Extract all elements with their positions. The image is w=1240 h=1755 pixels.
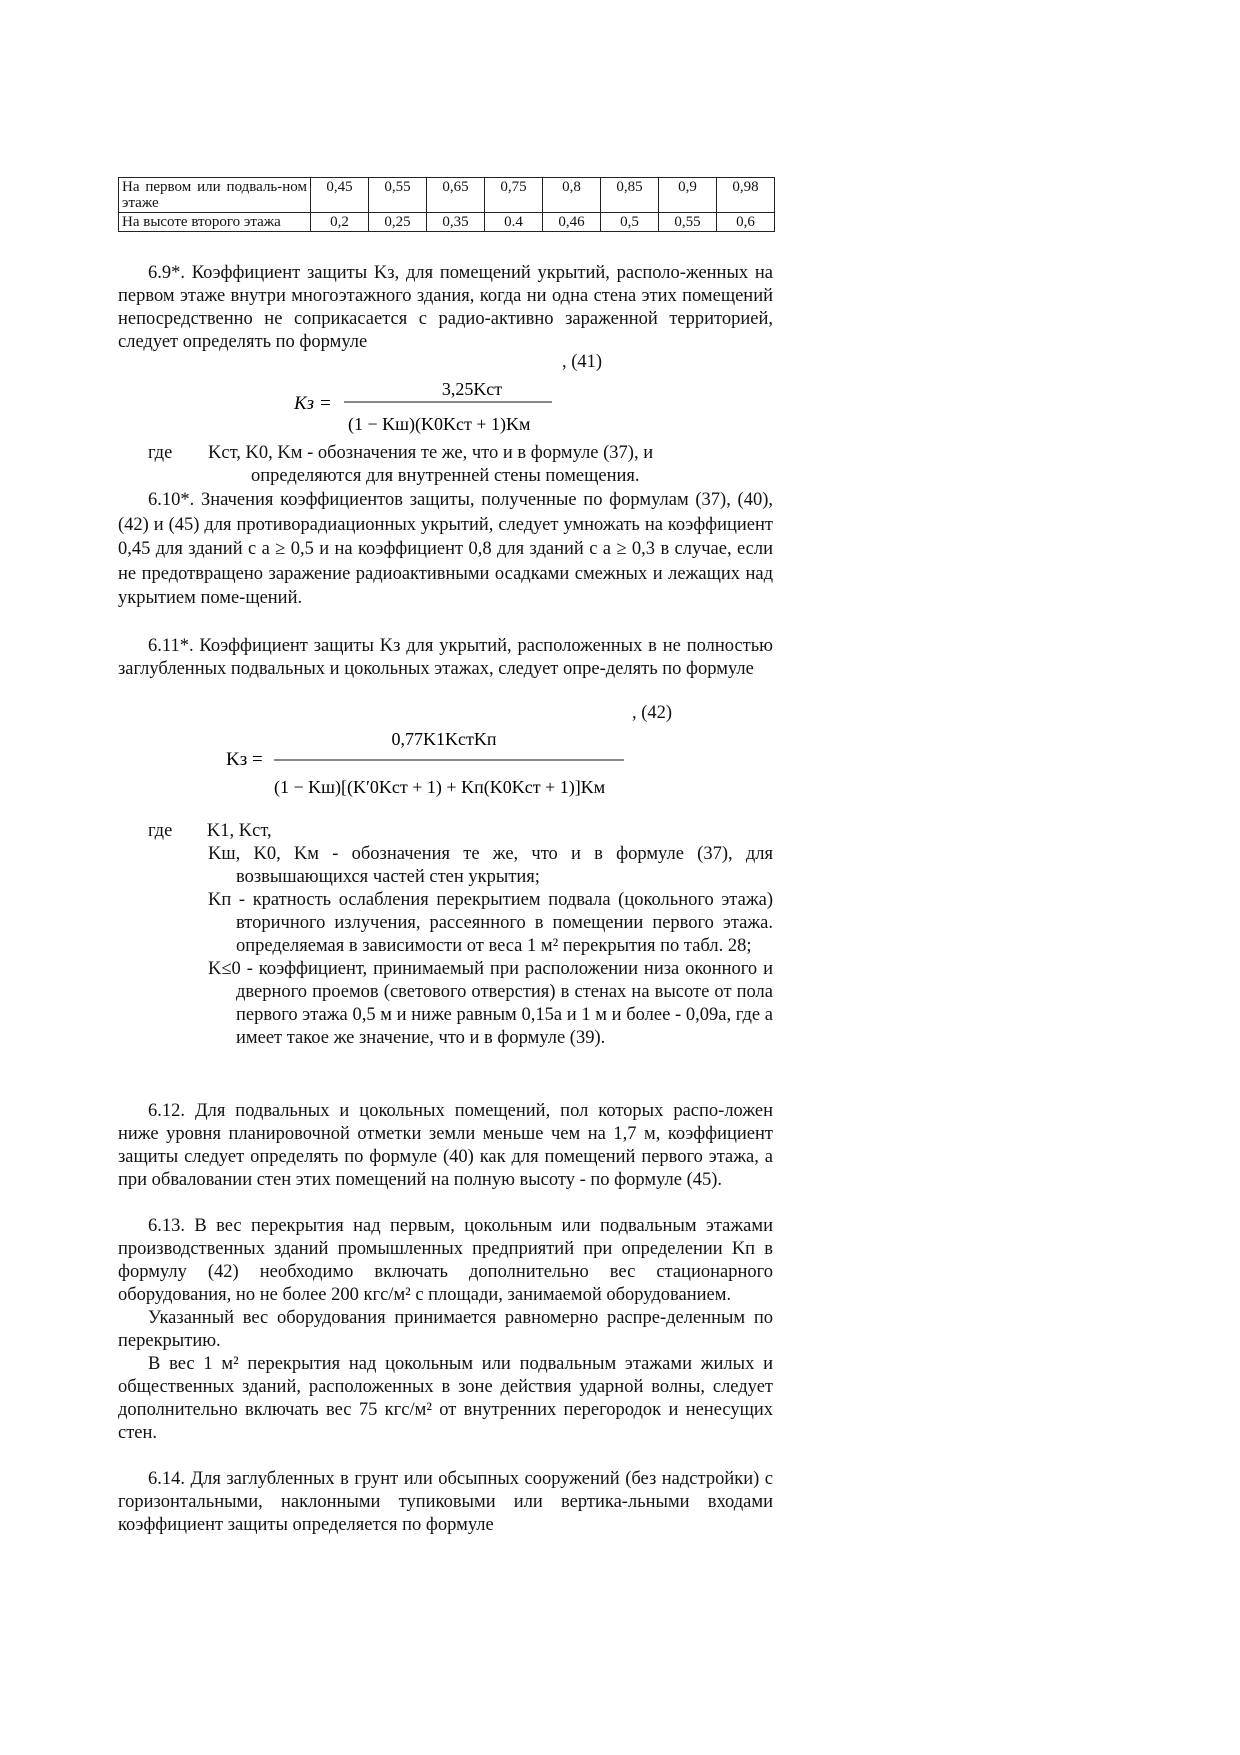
formula-42 xyxy=(222,725,632,815)
formula-denominator: (1 − Kш)[(K′0Kст + 1) + Kп(K0Kст + 1)]Kм xyxy=(274,777,606,797)
table-cell: 0,85 xyxy=(601,178,659,213)
where-block-42: где K1, Kст, xyxy=(148,821,272,841)
formula-lhs: Kз = xyxy=(226,749,263,770)
formula-lhs: Kз = xyxy=(294,393,332,414)
definition-k0: K≤0 - коэффициент, принимаемый при расположении низа оконного и дверного проемов (светового отверстия) в стенах на высоте от пола первого этажа 0,5 м и ниже равным 0,15a и 1 м и более - 0,09a, где a имеет такое же значение, что и в формуле (39). xyxy=(208,959,773,1048)
coefficient-table xyxy=(118,177,775,232)
table-cell: 0,46 xyxy=(543,213,601,232)
definition-list xyxy=(118,843,773,1050)
formula-41 xyxy=(290,375,570,445)
table-row xyxy=(119,213,775,232)
table-cell: 0,5 xyxy=(601,213,659,232)
where-block-41: где Kст, K0, Kм - обозначения те же, что и в формуле (37), и определяются для внутренней стены помещения. xyxy=(148,443,654,486)
paragraph-6-13: 6.13. В вес перекрытия над первым, цокольным или подвальным этажами производственных зданий промышленных предприятий при определении Kп в формулу (42) необходимо включать дополнительно вес стационарного оборудования, но не более 200 кгс/м² с площади, занимаемой оборудованием. Указанный вес оборудования принимается равномерно распре-деленным по перекрытию. В вес 1 м² перекрытия над цокольным или подвальным этажами жилых и общественных зданий, расположенных в зоне действия ударной волны, следует дополнительно включать вес 75 кгс/м² от внутренних перегородок и ненесущих стен. xyxy=(118,1216,773,1443)
paragraph-6-12: 6.12. Для подвальных и цокольных помещений, пол которых распо-ложен ниже уровня планировочной отметки земли меньше чем на 1,7 м, коэффициент защиты следует определять по формуле (40) как для помещений первого этажа, а при обваловании стен этих помещений на полную высоту - по формуле (45). xyxy=(118,1101,773,1190)
row-label: На первом или подваль-ном этаже xyxy=(119,178,311,213)
definition-kw: Kш, K0, Kм - обозначения те же, что и в формуле (37), для возвышающихся частей стен укрытия; xyxy=(208,844,773,887)
table-cell: 0,55 xyxy=(369,178,427,213)
equation-number-42: , (42) xyxy=(632,703,673,723)
table-cell: 0,8 xyxy=(543,178,601,213)
table-cell: 0,75 xyxy=(485,178,543,213)
table-cell: 0,65 xyxy=(427,178,485,213)
paragraph-6-10: 6.10*. Значения коэффициентов защиты, полученные по формулам (37), (40), (42) и (45) для противорадиационных укрытий, следует умножать на коэффициент 0,45 для зданий с a ≥ 0,5 и на коэффициент 0,8 для зданий с a ≥ 0,3 в случае, если не предотвращено заражение радиоактивными осадками смежных и лежащих над укрытием поме-щений. xyxy=(118,490,773,608)
table-cell: 0,45 xyxy=(311,178,369,213)
formula-denominator: (1 − Kш)(K0Kст + 1)Kм xyxy=(348,414,531,434)
table-cell: 0,55 xyxy=(659,213,717,232)
table-cell: 0.4 xyxy=(485,213,543,232)
paragraph-6-14: 6.14. Для заглубленных в грунт или обсыпных сооружений (без надстройки) с горизонтальными, наклонными тупиковыми или вертика-льными входами коэффициент защиты определяется по формуле xyxy=(118,1469,773,1535)
table-cell: 0,98 xyxy=(717,178,775,213)
paragraph-6-11: 6.11*. Коэффициент защиты Kз для укрытий, расположенных в не полностью заглубленных подвальных и цокольных этажах, следует опре-делять по формуле xyxy=(118,636,773,679)
definition-kp: Kп - кратность ослабления перекрытием подвала (цокольного этажа) вторичного излучения, рассеянного в помещении первого этажа. определяемая в зависимости от веса 1 м² перекрытия по табл. 28; xyxy=(208,890,773,956)
formula-numerator: 3,25Kст xyxy=(441,379,503,399)
table-cell: 0,6 xyxy=(717,213,775,232)
row-label: На высоте второго этажа xyxy=(119,213,311,232)
paragraph-6-9: 6.9*. Коэффициент защиты Kз, для помещений укрытий, располо-женных на первом этаже внутри многоэтажного здания, когда ни одна стена этих помещений непосредственно не соприкасается с радио-активно зараженной территорией, следует определять по формуле xyxy=(118,263,773,352)
table-cell: 0,35 xyxy=(427,213,485,232)
table-cell: 0,25 xyxy=(369,213,427,232)
table-cell: 0,9 xyxy=(659,178,717,213)
equation-number-41: , (41) xyxy=(562,352,603,372)
table-row xyxy=(119,178,775,213)
table-cell: 0,2 xyxy=(311,213,369,232)
formula-numerator: 0,77K1KстKп xyxy=(391,729,497,749)
